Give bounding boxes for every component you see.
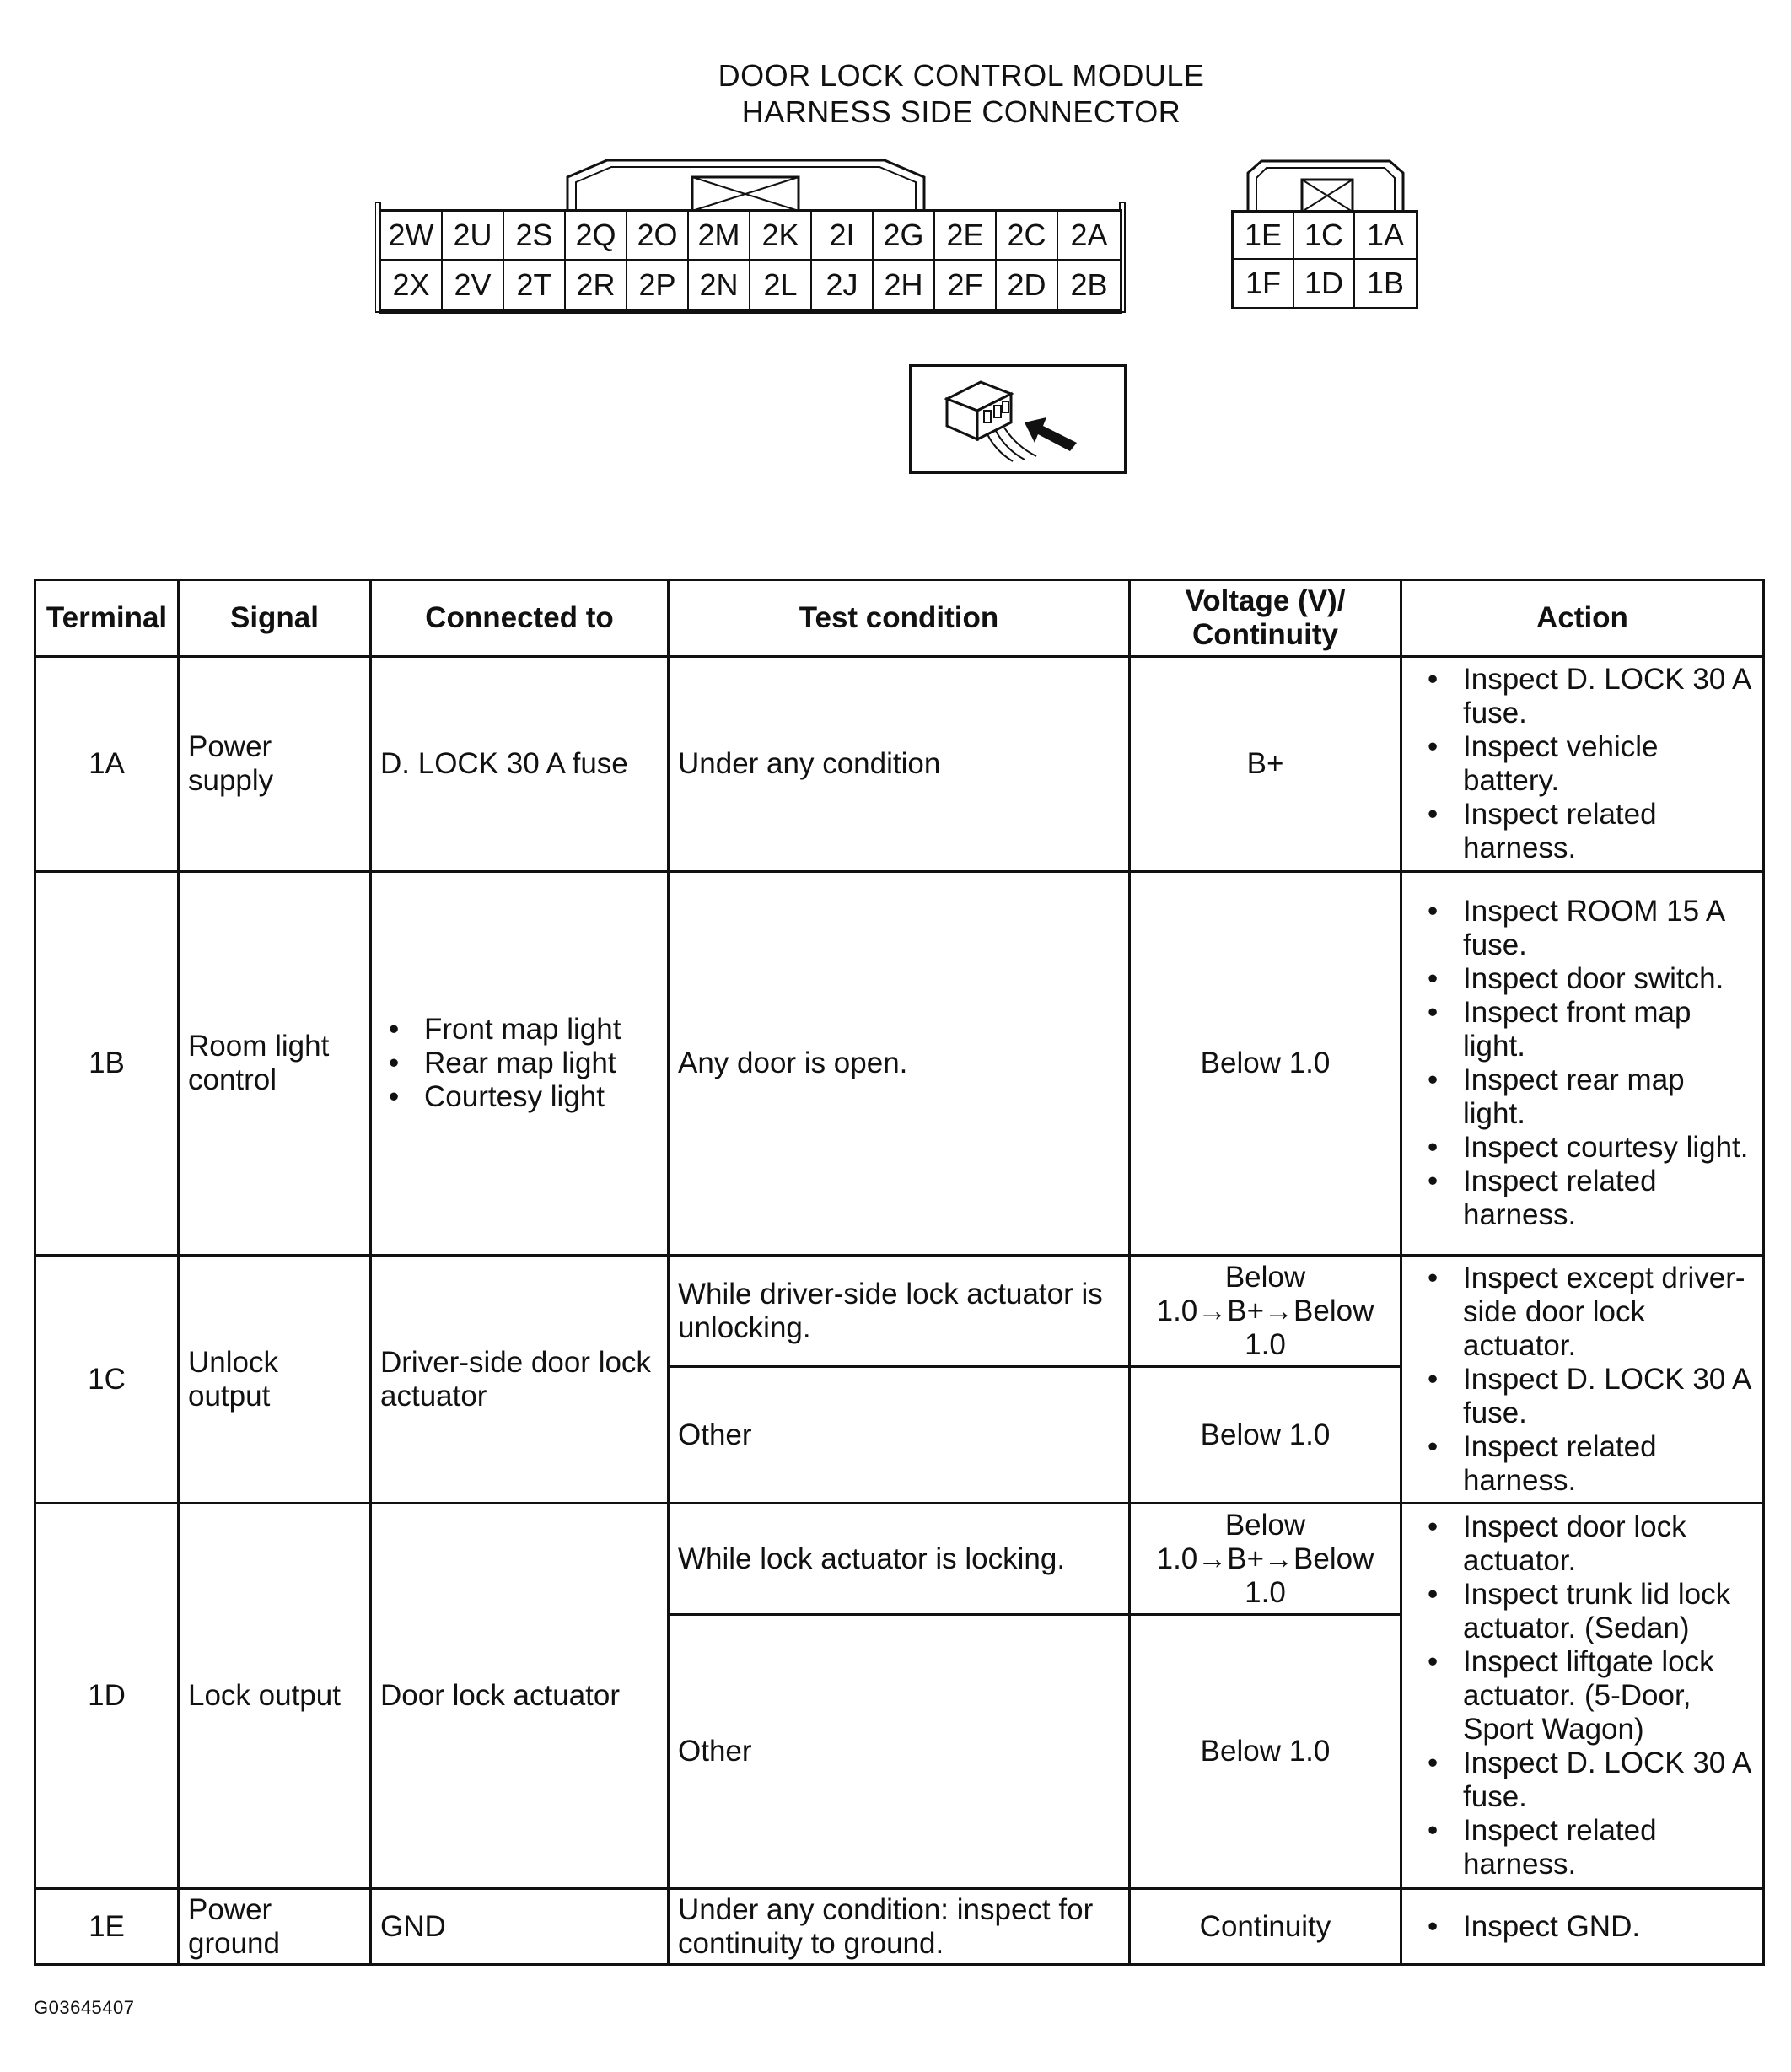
header-signal: Signal [179, 580, 371, 657]
signal-cell: Room light control [179, 872, 371, 1256]
connected-to-list [380, 1013, 659, 1114]
pin-2A: 2A [1058, 212, 1120, 261]
list-item: • Inspect door switch. [1463, 962, 1754, 996]
table-header-row [35, 580, 1764, 657]
connected-to-cell: D. LOCK 30 A fuse [371, 657, 669, 872]
connector-2-pin-grid [379, 209, 1122, 312]
connected-to-cell [371, 872, 669, 1256]
test-condition-cell: While lock actuator is locking. [669, 1504, 1130, 1615]
pin-2K: 2K [750, 212, 812, 261]
test-condition-cell: Any door is open. [669, 872, 1130, 1256]
list-item: • Inspect GND. [1463, 1910, 1754, 1944]
pin-2M: 2M [689, 212, 750, 261]
terminal-cell: 1C [35, 1256, 179, 1504]
pin-2U: 2U [443, 212, 504, 261]
list-item: • Inspect courtesy light. [1463, 1131, 1754, 1165]
table-row [35, 1889, 1764, 1965]
action-list [1411, 1510, 1754, 1881]
action-cell [1401, 1256, 1764, 1504]
list-item: • Inspect door lock actuator. [1463, 1510, 1754, 1578]
pin-2X: 2X [381, 261, 443, 309]
title-line-2: HARNESS SIDE CONNECTOR [741, 94, 1181, 129]
table-row [35, 657, 1764, 872]
list-item: • Inspect ROOM 15 A fuse. [1463, 895, 1754, 962]
connector-1-pin-grid [1231, 210, 1418, 309]
list-item: • Inspect related harness. [1463, 1814, 1754, 1881]
pin-2G: 2G [874, 212, 935, 261]
pin-2Q: 2Q [566, 212, 627, 261]
list-item: • Inspect liftgate lock actuator. (5-Door, Sport Wagon) [1463, 1645, 1754, 1746]
pin-2O: 2O [627, 212, 689, 261]
terminal-cell: 1D [35, 1504, 179, 1889]
pin-1C: 1C [1294, 213, 1355, 260]
header-voltage [1130, 580, 1401, 657]
pin-2T: 2T [504, 261, 566, 309]
voltage-cell: Below 1.0→B+→Below 1.0 [1130, 1504, 1401, 1615]
test-condition-cell: Other [669, 1615, 1130, 1889]
terminal-cell: 1A [35, 657, 179, 872]
pin-2N: 2N [689, 261, 750, 309]
action-list [1411, 663, 1754, 865]
voltage-cell: B+ [1130, 657, 1401, 872]
test-condition-cell: Under any condition [669, 657, 1130, 872]
pin-2J: 2J [812, 261, 874, 309]
action-cell [1401, 1504, 1764, 1889]
header-terminal: Terminal [35, 580, 179, 657]
pin-1D: 1D [1294, 260, 1355, 307]
connected-to-cell: Driver-side door lock actuator [371, 1256, 669, 1504]
connected-to-cell: Door lock actuator [371, 1504, 669, 1889]
pin-2S: 2S [504, 212, 566, 261]
list-item: • Front map light [424, 1013, 659, 1047]
list-item: • Inspect front map light. [1463, 996, 1754, 1063]
list-item: • Courtesy light [424, 1080, 659, 1114]
voltage-cell: Below 1.0 [1130, 872, 1401, 1256]
list-item: • Inspect rear map light. [1463, 1063, 1754, 1131]
connector-1-diagram [1231, 156, 1425, 312]
terminal-spec-table [34, 579, 1765, 1966]
pin-2B: 2B [1070, 267, 1108, 302]
list-item: • Inspect related harness. [1463, 1430, 1754, 1498]
pin-1E: 1E [1234, 213, 1294, 260]
connector-view-arrow-icon [909, 364, 1127, 474]
pin-1A: 1A [1355, 213, 1416, 260]
signal-cell: Power ground [179, 1889, 371, 1965]
pin-2V: 2V [443, 261, 504, 309]
voltage-cell: Below 1.0 [1130, 1367, 1401, 1504]
test-condition-cell: Under any condition: inspect for continuity to ground. [669, 1889, 1130, 1965]
list-item: • Inspect trunk lid lock actuator. (Sedan) [1463, 1578, 1754, 1645]
pin-2R: 2R [566, 261, 627, 309]
header-connected-to: Connected to [371, 580, 669, 657]
list-item: • Inspect vehicle battery. [1463, 730, 1754, 798]
pin-2L: 2L [750, 261, 812, 309]
header-voltage-line-2: Continuity [1191, 618, 1339, 651]
test-condition-cell: While driver-side lock actuator is unlocking. [669, 1256, 1130, 1367]
action-list [1411, 1262, 1754, 1498]
voltage-cell: Below 1.0→B+→Below 1.0 [1130, 1256, 1401, 1367]
test-condition-cell: Other [669, 1367, 1130, 1504]
table-row [35, 872, 1764, 1256]
table-row [35, 1256, 1764, 1367]
action-cell [1401, 1889, 1764, 1965]
title-line-1: DOOR LOCK CONTROL MODULE [718, 58, 1205, 93]
pin-2H: 2H [874, 261, 935, 309]
action-cell [1401, 872, 1764, 1256]
diagram-title [0, 57, 1791, 130]
header-action: Action [1401, 580, 1764, 657]
figure-code: G03645407 [34, 1997, 135, 2018]
list-item: • Inspect except driver-side door lock actuator. [1463, 1262, 1754, 1363]
voltage-cell: Below 1.0 [1130, 1615, 1401, 1889]
pin-2P: 2P [627, 261, 689, 309]
terminal-cell: 1B [35, 872, 179, 1256]
pin-2F: 2F [935, 261, 997, 309]
list-item: • Inspect D. LOCK 30 A fuse. [1463, 1746, 1754, 1814]
connector-2-diagram [375, 152, 1126, 316]
signal-cell: Power supply [179, 657, 371, 872]
action-list [1411, 1910, 1754, 1944]
connected-to-cell: GND [371, 1889, 669, 1965]
signal-cell: Lock output [179, 1504, 371, 1889]
list-item: • Rear map light [424, 1047, 659, 1080]
terminal-cell: 1E [35, 1889, 179, 1965]
list-item: • Inspect D. LOCK 30 A fuse. [1463, 1363, 1754, 1430]
pin-1F: 1F [1234, 260, 1294, 307]
action-cell [1401, 657, 1764, 872]
list-item: • Inspect D. LOCK 30 A fuse. [1463, 663, 1754, 730]
header-voltage-line-1: Voltage (V)/ [1185, 584, 1346, 617]
pin-2D: 2D [997, 261, 1058, 309]
action-list [1411, 895, 1754, 1232]
list-item: • Inspect related harness. [1463, 1165, 1754, 1232]
voltage-cell: Continuity [1130, 1889, 1401, 1965]
pin-2I: 2I [812, 212, 874, 261]
table-row [35, 1504, 1764, 1615]
signal-cell: Unlock output [179, 1256, 371, 1504]
pin-2W: 2W [381, 212, 443, 261]
header-test-condition: Test condition [669, 580, 1130, 657]
pin-2E: 2E [935, 212, 997, 261]
pin-1B: 1B [1366, 266, 1405, 300]
list-item: • Inspect related harness. [1463, 798, 1754, 865]
pin-2C: 2C [997, 212, 1058, 261]
